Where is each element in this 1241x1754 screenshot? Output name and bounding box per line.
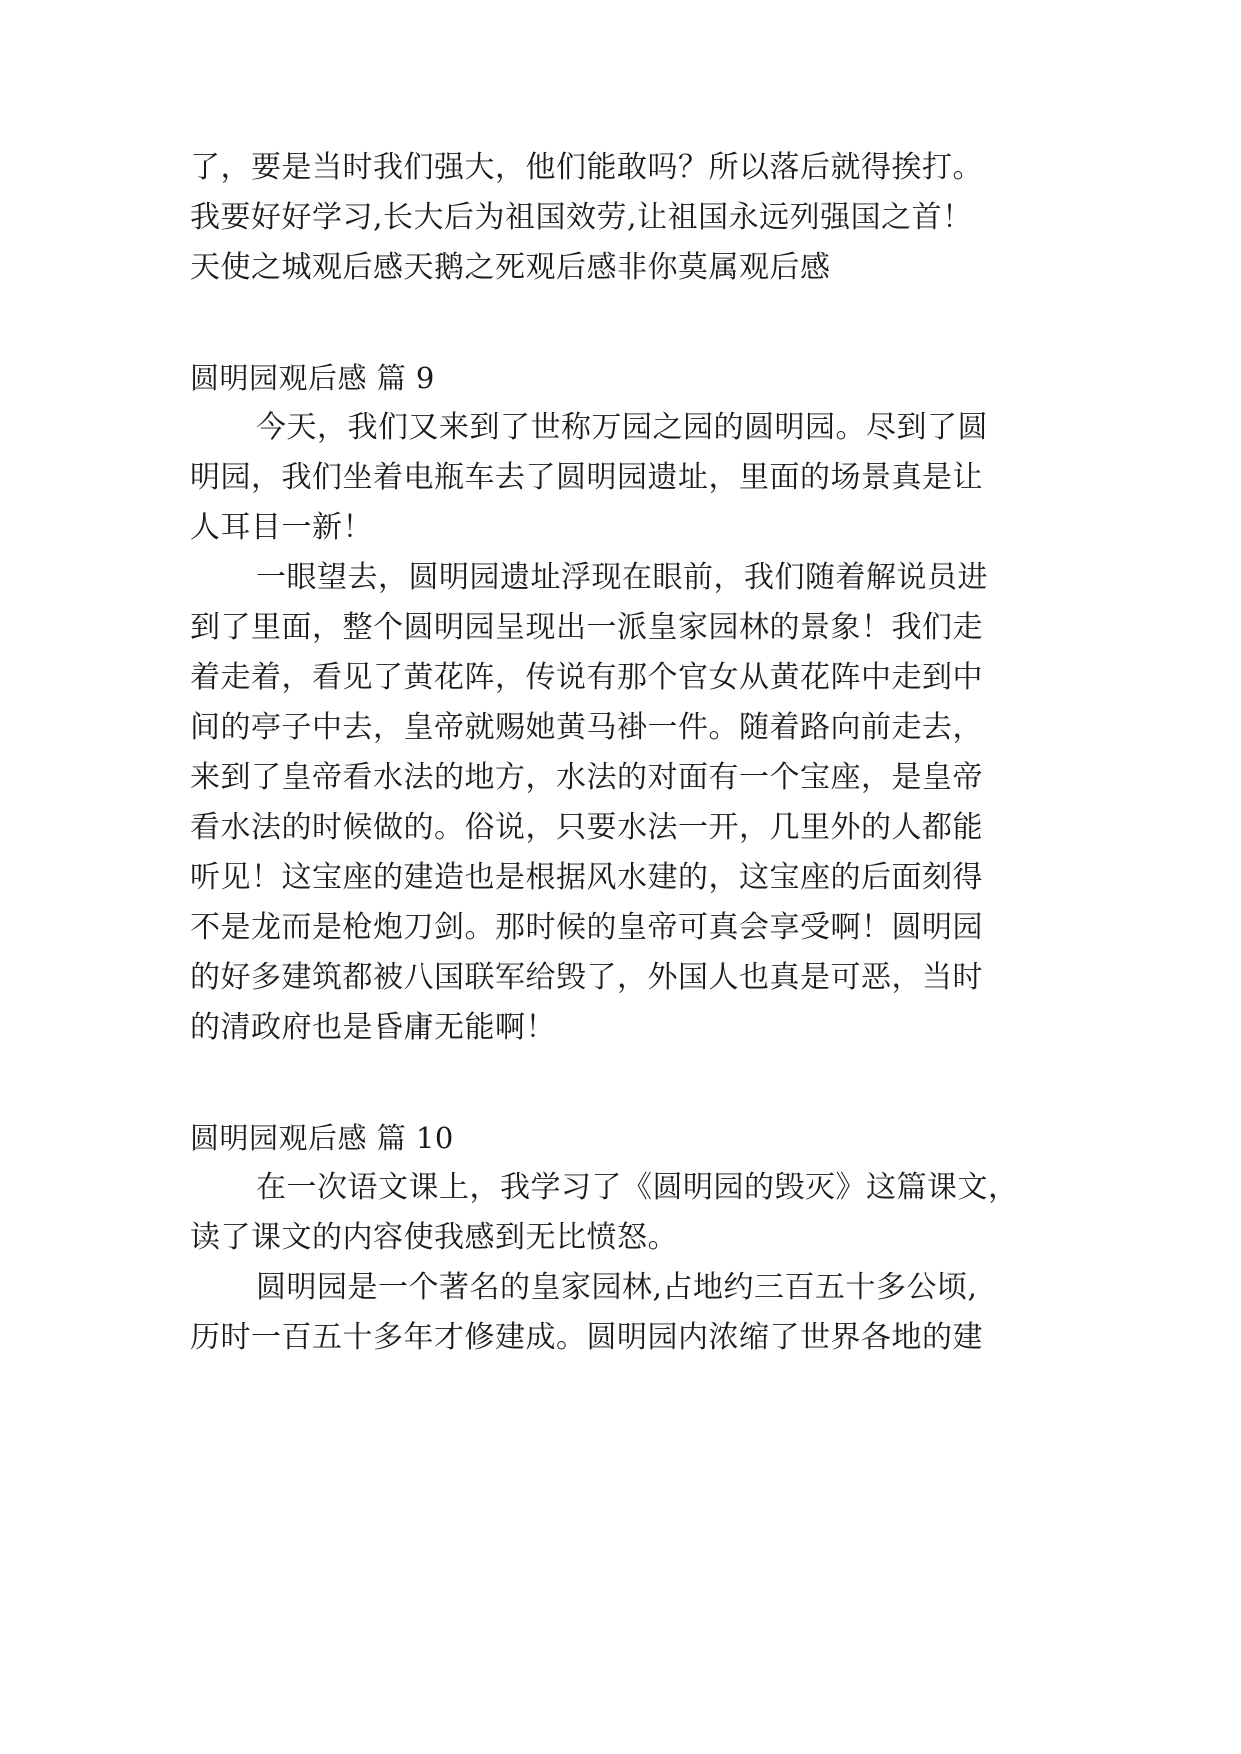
text-line: 了，要是当时我们强大，他们能敢吗？所以落后就得挨打。 [190, 150, 983, 185]
text-line: 明园，我们坐着电瓶车去了圆明园遗址，里面的场景真是让 [190, 460, 983, 495]
text-line: 在一次语文课上，我学习了《圆明园的毁灭》这篇课文， [256, 1170, 1019, 1205]
text-line: 天使之城观后感天鹅之死观后感非你莫属观后感 [190, 250, 831, 285]
text-line: 着走着，看见了黄花阵，传说有那个官女从黄花阵中走到中 [190, 660, 983, 695]
text-line: 到了里面，整个圆明园呈现出一派皇家园林的景象！我们走 [190, 610, 983, 645]
section-9-title: 圆明园观后感 篇 9 [190, 361, 435, 395]
text-line: 今天，我们又来到了世称万园之园的圆明园。尽到了圆 [256, 410, 988, 445]
text-line: 的清政府也是昏庸无能啊！ [190, 1010, 556, 1045]
text-line: 读了课文的内容使我感到无比愤怒。 [190, 1220, 678, 1255]
text-line: 我要好好学习,长大后为祖国效劳,让祖国永远列强国之首！ [190, 200, 973, 235]
text-line: 历时一百五十多年才修建成。圆明园内浓缩了世界各地的建 [190, 1320, 983, 1355]
text-line: 不是龙而是枪炮刀剑。那时候的皇帝可真会享受啊！圆明园 [190, 910, 983, 945]
section-10-title: 圆明园观后感 篇 10 [190, 1121, 454, 1155]
text-line: 的好多建筑都被八国联军给毁了，外国人也真是可恶，当时 [190, 960, 983, 995]
text-line: 间的亭子中去，皇帝就赐她黄马褂一件。随着路向前走去， [190, 710, 983, 745]
text-line: 人耳目一新！ [190, 510, 373, 545]
text-line: 看水法的时候做的。俗说，只要水法一开，几里外的人都能 [190, 810, 983, 845]
text-line: 听见！这宝座的建造也是根据风水建的，这宝座的后面刻得 [190, 860, 983, 895]
text-line: 圆明园是一个著名的皇家园林,占地约三百五十多公顷, [256, 1270, 978, 1305]
text-line: 来到了皇帝看水法的地方，水法的对面有一个宝座，是皇帝 [190, 760, 983, 795]
text-line: 一眼望去，圆明园遗址浮现在眼前，我们随着解说员进 [256, 560, 988, 595]
